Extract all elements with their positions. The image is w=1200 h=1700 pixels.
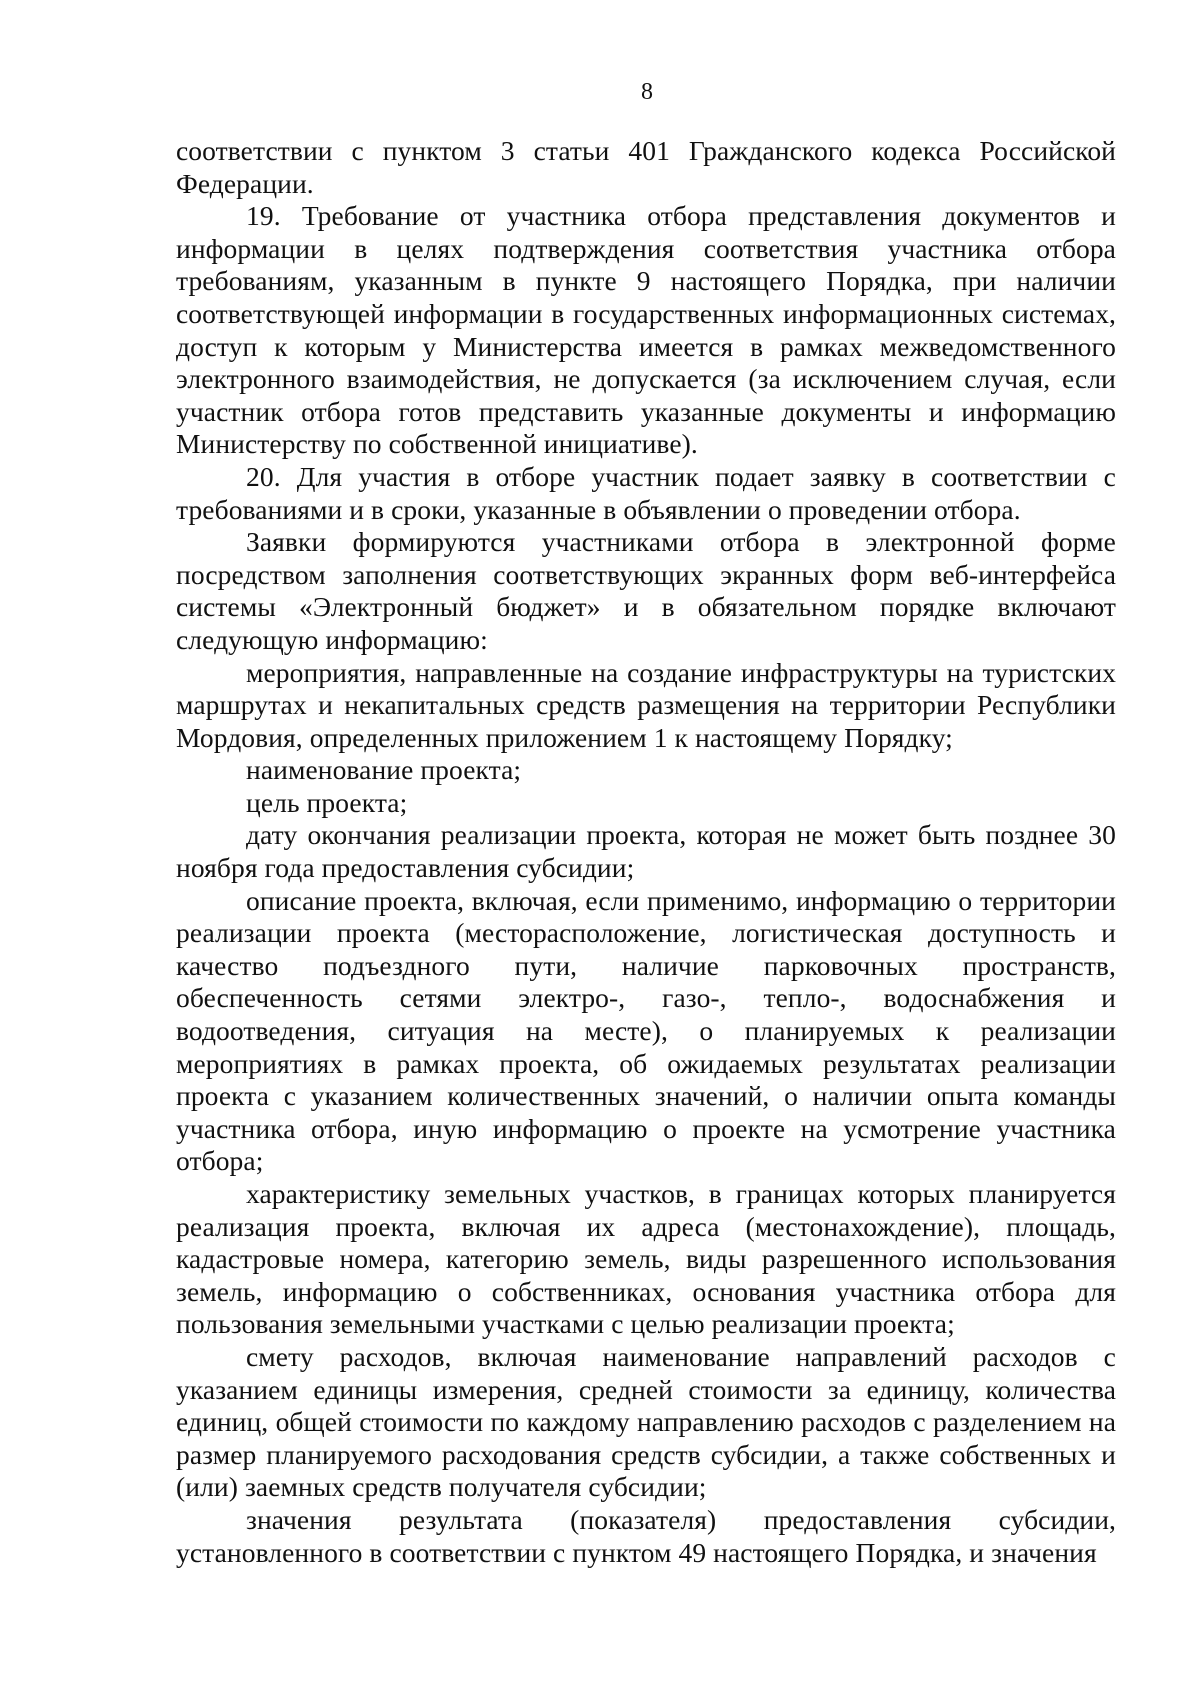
list-item-end-date: дату окончания реализации проекта, которая не может быть позднее 30 ноября года предоставления субсидии; — [176, 819, 1116, 884]
list-item-measures: мероприятия, направленные на создание инфраструктуры на туристских маршрутах и некапитальных средств размещения на территории Республики Мордовия, определенных приложением 1 к настоящему Порядку; — [176, 656, 1116, 753]
list-item-cost-estimate: смету расходов, включая наименование направлений расходов с указанием единицы измерения, средней стоимости за единицу, количества единиц, общей стоимости по каждому направлению расходов с разделением на размер планируемого расходования средств субсидии, а также собственных и (или) заемных средств получателя субсидии; — [176, 1340, 1116, 1503]
list-item-project-goal: цель проекта; — [246, 786, 408, 818]
paragraph-continuation: соответствии с пунктом 3 статьи 401 Гражданского кодекса Российской Федерации. — [176, 135, 1116, 199]
list-item-land-plots: характеристику земельных участков, в границах которых планируется реализация проекта, включая их адреса (местонахождение), площадь, кадастровые номера, категорию земель, виды разрешенного использования земель, информацию о собственниках, основания участника отбора для пользования земельными участками с целью реализации проекта; — [176, 1178, 1116, 1340]
page-number: 8 — [641, 79, 653, 105]
list-item-project-name: наименование проекта; — [246, 754, 522, 786]
list-item-result-values: значения результата (показателя) предоставления субсидии, установленного в соответствии с пунктом 49 настоящего Порядка, и значения — [176, 1503, 1116, 1568]
paragraph-applications: Заявки формируются участниками отбора в электронной форме посредством заполнения соответствующих экранных форм веб-интерфейса системы «Электронный бюджет» и в обязательном порядке включают следующую информацию: — [176, 526, 1116, 655]
document-body — [176, 135, 1116, 1569]
paragraph-item-19: 19. Требование от участника отбора представления документов и информации в целях подтверждения соответствия участника отбора требованиям, указанным в пункте 9 настоящего Порядка, при наличии соответствующей информации в государственных информационных системах, доступ к которым у Министерства имеется в рамках межведомственного электронного взаимодействия, не допускается (за исключением случая, если участник отбора готов представить указанные документы и информацию Министерству по собственной инициативе). — [176, 200, 1116, 460]
list-item-project-description: описание проекта, включая, если применимо, информацию о территории реализации проекта (месторасположение, логистическая доступность и качество подъездного пути, наличие парковочных пространств, обеспеченность сетями электро-, газо-, тепло-, водоснабжения и водоотведения, ситуация на месте), о планируемых к реализации мероприятиях в рамках проекта, об ожидаемых результатах реализации проекта с указанием количественных значений, о наличии опыта команды участника отбора, иную информацию о проекте на усмотрение участника отбора; — [176, 884, 1116, 1177]
paragraph-item-20: 20. Для участия в отборе участник подает заявку в соответствии с требованиями и в сроки, указанные в объявлении о проведении отбора. — [176, 460, 1116, 525]
